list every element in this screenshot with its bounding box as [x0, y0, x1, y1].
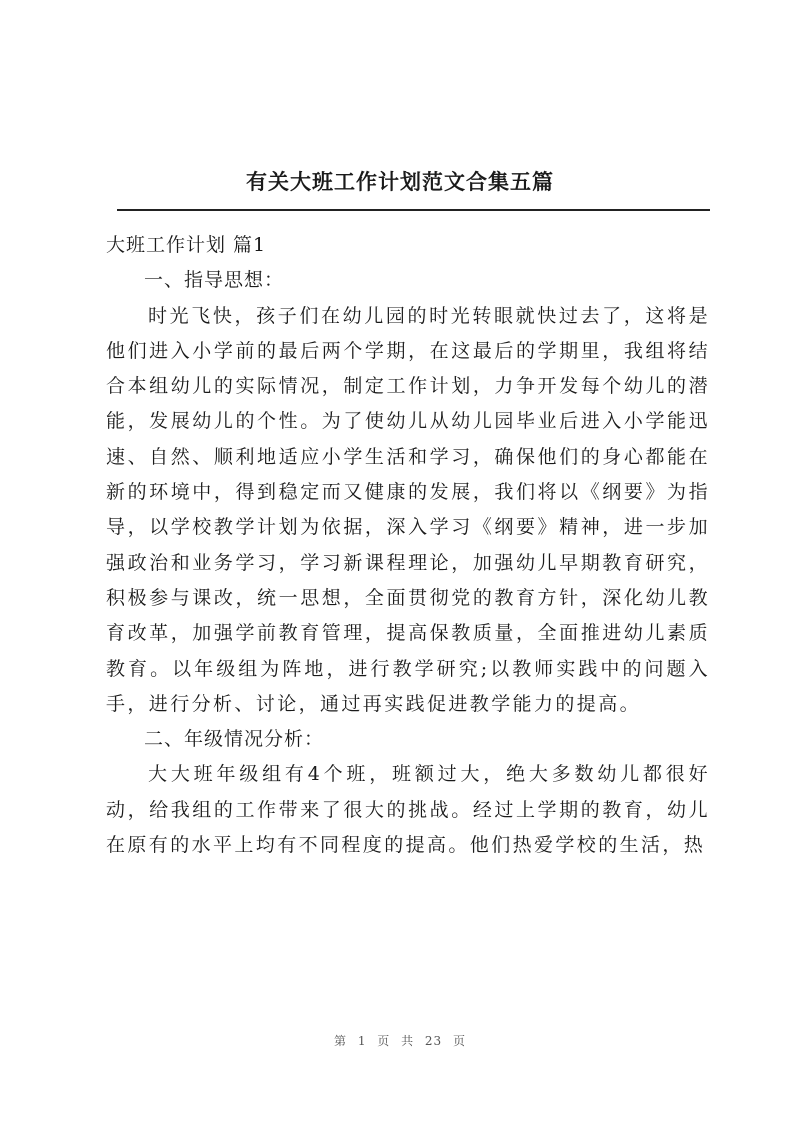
document-title: 有关大班工作计划范文合集五篇: [246, 169, 554, 194]
document-body: [106, 228, 710, 863]
paragraph-grade-analysis: 大大班年级组有4个班，班额过大，绝大多数幼儿都很好动，给我组的工作带来了很大的挑战。经过上学期的教育，幼儿在原有的水平上均有不同程度的提高。他们热爱学校的生活，热: [106, 763, 710, 857]
paragraph-guiding-ideology: 时光飞快，孩子们在幼儿园的时光转眼就快过去了，这将是他们进入小学前的最后两个学期，在这最后的学期里，我组将结合本组幼儿的实际情况，制定工作计划，力争开发每个幼儿的潜能，发展幼儿的个性。为了使幼儿从幼儿园毕业后进入小学能迅速、自然、顺利地适应小学生活和学习，确保他们的身心都能在新的环境中，得到稳定而又健康的发展，我们将以《纲要》为指导，以学校教学计划为依据，深入学习《纲要》精神，进一步加强政治和业务学习，学习新课程理论，加强幼儿早期教育研究，积极参与课改，统一思想，全面贯彻党的教育方针，深化幼儿教育改革，加强学前教育管理，提高保教质量，全面推进幼儿素质教育。以年级组为阵地，进行教学研究;以教师实践中的问题入手，进行分析、讨论，通过再实践促进教学能力的提高。: [106, 304, 710, 715]
title-divider: [117, 209, 710, 211]
heading-grade-analysis: 二、年级情况分析：: [144, 728, 325, 751]
section-label: 大班工作计划 篇1: [106, 234, 267, 256]
heading-guiding-ideology: 一、指导思想：: [144, 269, 285, 292]
page-number-footer: 第 1 页 共 23 页: [334, 1034, 466, 1048]
